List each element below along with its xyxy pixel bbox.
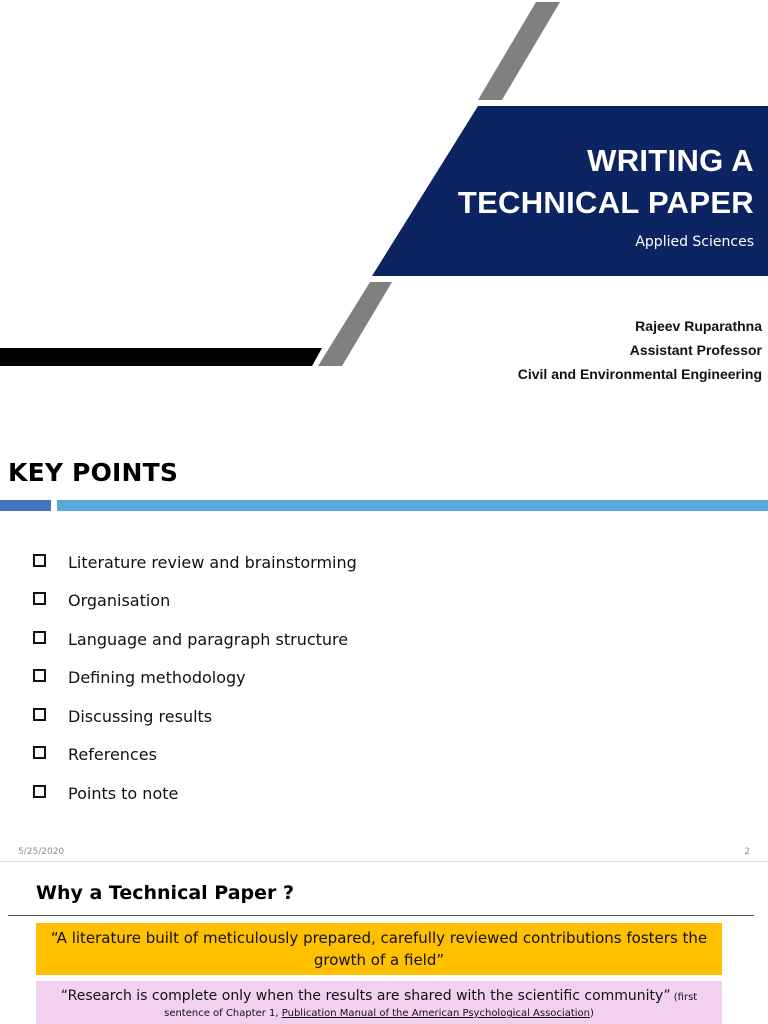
slide-title: Why a Technical Paper ? [36,882,295,904]
quote-attribution-prefix: sentence of Chapter 1, [164,1008,282,1019]
quote-box-literature: “A literature built of meticulously prepared, carefully reviewed contributions fosters the growth of a field” [36,923,722,975]
author-name: Rajeev Ruparathna [635,318,762,334]
list-item [33,543,357,582]
key-points-list [33,543,357,813]
list-item [33,582,357,621]
author-department: Civil and Environmental Engineering [517,366,762,382]
list-item-label: Organisation [68,591,171,611]
list-item-label: References [68,745,157,765]
list-item-label: Literature review and brainstorming [68,552,357,572]
publication-manual-link[interactable]: Publication Manual of the American Psychological Association [281,1008,590,1019]
quote-line-1 [36,986,722,1006]
author-block [518,314,762,386]
checkbox-bullet-icon [33,746,46,759]
footer-page-number: 2 [744,847,750,857]
list-item [33,697,357,736]
slide-title: KEY POINTS [8,458,179,487]
list-item-label: Defining methodology [68,668,246,688]
checkbox-bullet-icon [33,631,46,644]
list-item [33,659,357,698]
title-slide [0,0,768,420]
list-item-label: Language and paragraph structure [68,629,349,649]
slide-title [374,140,754,224]
list-item-label: Discussing results [68,706,213,726]
quote-attribution-start: (first [670,992,698,1003]
black-bar [0,348,322,366]
checkbox-bullet-icon [33,785,46,798]
checkbox-bullet-icon [33,708,46,721]
upper-gray-stripe [478,2,560,100]
quote-attribution-suffix: ) [589,1008,594,1019]
title-line-2: TECHNICAL PAPER [457,185,754,220]
why-technical-paper-slide [0,862,768,1024]
checkbox-bullet-icon [33,592,46,605]
list-item [33,774,357,813]
slide-subtitle: Applied Sciences [635,234,754,250]
checkbox-bullet-icon [33,669,46,682]
accent-bar-right [57,500,768,511]
quote-box-research [36,981,722,1024]
quote-text: “Research is complete only when the results are shared with the scientific community” [60,988,671,1004]
author-position: Assistant Professor [629,342,762,358]
list-item [33,620,357,659]
list-item-label: Points to note [68,783,179,803]
title-line-1: WRITING A [587,143,754,178]
key-points-slide [0,420,768,862]
checkbox-bullet-icon [33,554,46,567]
footer-date: 5/25/2020 [18,847,65,857]
lower-gray-stripe [318,282,392,366]
accent-bar-left [0,500,51,511]
title-divider [8,915,754,916]
list-item [33,736,357,775]
quote-line-2 [36,1006,722,1022]
